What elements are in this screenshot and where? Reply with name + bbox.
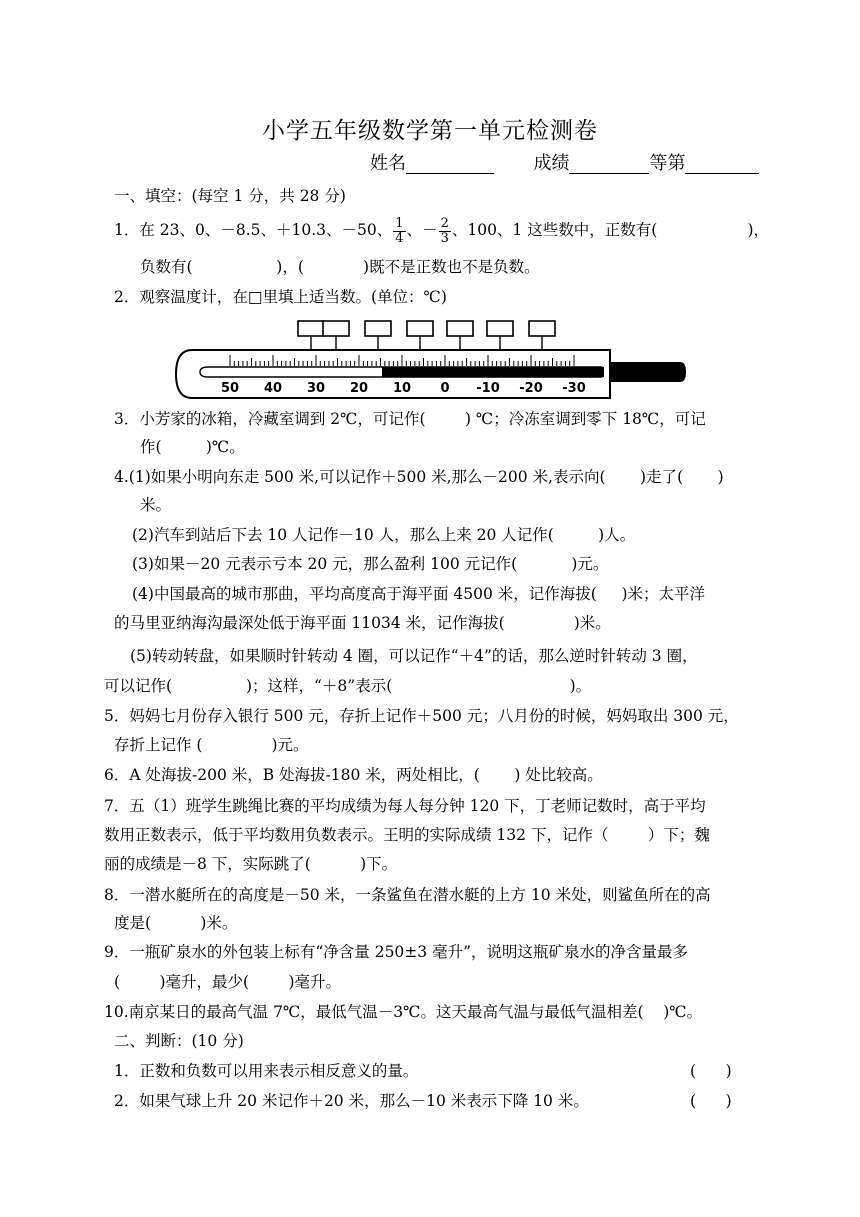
- scale-label: -30: [562, 381, 586, 396]
- question-5-line-1: 5．妈妈七月份存入银行 500 元，存折上记作＋500 元；八月份的时候，妈妈取出 300 元，: [104, 707, 739, 725]
- question-4-part-5-line-1: (5)转动转盘，如果顺时针转动 4 圈，可以记作“＋4”的话，那么逆时针转动 3 圈，: [130, 647, 698, 665]
- answer-box: [529, 321, 555, 336]
- answer-box: [365, 321, 391, 336]
- answer-boxes: [298, 321, 555, 336]
- grade-blank[interactable]: [685, 155, 759, 174]
- question-1-line-2: 负数有( )，( )既不是正数也不是负数。: [140, 258, 540, 276]
- name-blank[interactable]: [406, 155, 494, 174]
- fraction-two-thirds: $\frac{2}{3}$: [440, 215, 449, 246]
- scale-label: 0: [440, 381, 450, 396]
- judge-item-2: 2．如果气球上升 20 米记作＋20 米，那么－10 米表示下降 10 米。: [114, 1092, 589, 1110]
- section-judge-title: 二、判断：(10 分): [114, 1032, 244, 1050]
- scale-label: 20: [349, 381, 369, 396]
- student-info-line: [370, 154, 759, 174]
- page-title: 小学五年级数学第一单元检测卷: [262, 118, 598, 144]
- scale-label: 50: [220, 381, 240, 396]
- fraction-one-quarter: $\frac{1}{4}$: [395, 215, 404, 246]
- scale-label: -10: [476, 381, 500, 396]
- name-label: 姓名: [370, 153, 406, 174]
- question-4-part-5-line-2: 可以记作( )；这样，“＋8”表示( )。: [104, 677, 592, 695]
- question-4-part-3: (3)如果－20 元表示亏本 20 元，那么盈利 100 元记作( )元。: [132, 555, 609, 573]
- scale-label: -20: [519, 381, 543, 396]
- question-7-line-2: 数用正数表示，低于平均数用负数表示。王明的实际成绩 132 下，记作（ ）下；魏: [104, 826, 710, 844]
- question-8-line-1: 8．一潜水艇所在的高度是－50 米，一条鲨鱼在潜水艇的上方 10 米处，则鲨鱼所在的高: [104, 886, 711, 904]
- question-6: 6．A 处海拔-200 米，B 处海拔-180 米，两处相比，( ) 处比较高。: [104, 766, 603, 784]
- question-9-line-2: ( )毫升，最少( )毫升。: [114, 973, 342, 991]
- scale-label: 30: [306, 381, 326, 396]
- score-label: 成绩: [533, 153, 570, 174]
- q1-prefix: 1．在 23、0、－8.5、＋10.3、－50、: [114, 221, 393, 239]
- mercury-column: [382, 367, 604, 377]
- scale-label: 40: [263, 381, 283, 396]
- answer-box: [447, 321, 473, 336]
- question-4-part-4-line-2: 的马里亚纳海沟最深处低于海平面 11034 米，记作海拔( )米。: [114, 614, 611, 632]
- judge-answer-2[interactable]: ( ): [690, 1092, 732, 1110]
- question-7-line-3: 丽的成绩是－8 下，实际跳了( )下。: [104, 855, 398, 873]
- answer-box: [487, 321, 513, 336]
- question-1-line-1: [114, 213, 769, 247]
- scale-label: 10: [392, 381, 412, 396]
- question-4-part-1-line-1: 4.(1)如果小明向东走 500 米,可以记作＋500 米,那么－200 米,表示向( )走了( ): [114, 468, 724, 486]
- thermometer-figure: [170, 316, 690, 400]
- question-7-line-1: 7．五（1）班学生跳绳比赛的平均成绩为每人每分钟 120 下，丁老师记数时，高于平均: [104, 797, 706, 815]
- question-4-part-4-line-1: (4)中国最高的城市那曲，平均高度高于海平面 4500 米，记作海拔( )米；太平洋: [132, 585, 705, 603]
- question-4-part-1-line-2: 米。: [140, 496, 172, 514]
- question-3-line-1: 3．小芳家的冰箱，冷藏室调到 2℃，可记作( ) ℃；冷冻室调到零下 18℃，可记: [114, 410, 706, 428]
- question-3-line-2: 作( )℃。: [140, 438, 245, 456]
- answer-box: [407, 321, 433, 336]
- judge-answer-1[interactable]: ( ): [690, 1062, 732, 1080]
- question-4-part-2: (2)汽车到站后下去 10 人记作－10 人，那么上来 20 人记作( )人。: [132, 526, 636, 544]
- question-10: 10.南京某日的最高气温 7℃，最低气温－3℃。这天最高气温与最低气温相差( )℃。: [104, 1003, 703, 1021]
- question-9-line-1: 9．一瓶矿泉水的外包装上标有“净含量 250±3 毫升”，说明这瓶矿泉水的净含量最多: [104, 943, 688, 961]
- q1-middle: 、100、1 这些数中，正数有(: [451, 221, 658, 239]
- question-8-line-2: 度是( )米。: [114, 914, 238, 932]
- section-fill-title: 一、填空：(每空 1 分，共 28 分): [114, 187, 346, 205]
- question-2: 2．观察温度计，在□里填上适当数。(单位：℃): [114, 288, 447, 306]
- q1-separator: 、－: [406, 221, 438, 239]
- question-5-line-2: 存折上记作 ( )元。: [114, 736, 309, 754]
- score-blank[interactable]: [569, 155, 649, 174]
- q1-end: )，: [747, 221, 769, 239]
- answer-box: [298, 321, 324, 336]
- grade-label: 等第: [649, 153, 686, 174]
- answer-box: [323, 321, 349, 336]
- judge-item-1: 1．正数和负数可以用来表示相反意义的量。: [114, 1062, 419, 1080]
